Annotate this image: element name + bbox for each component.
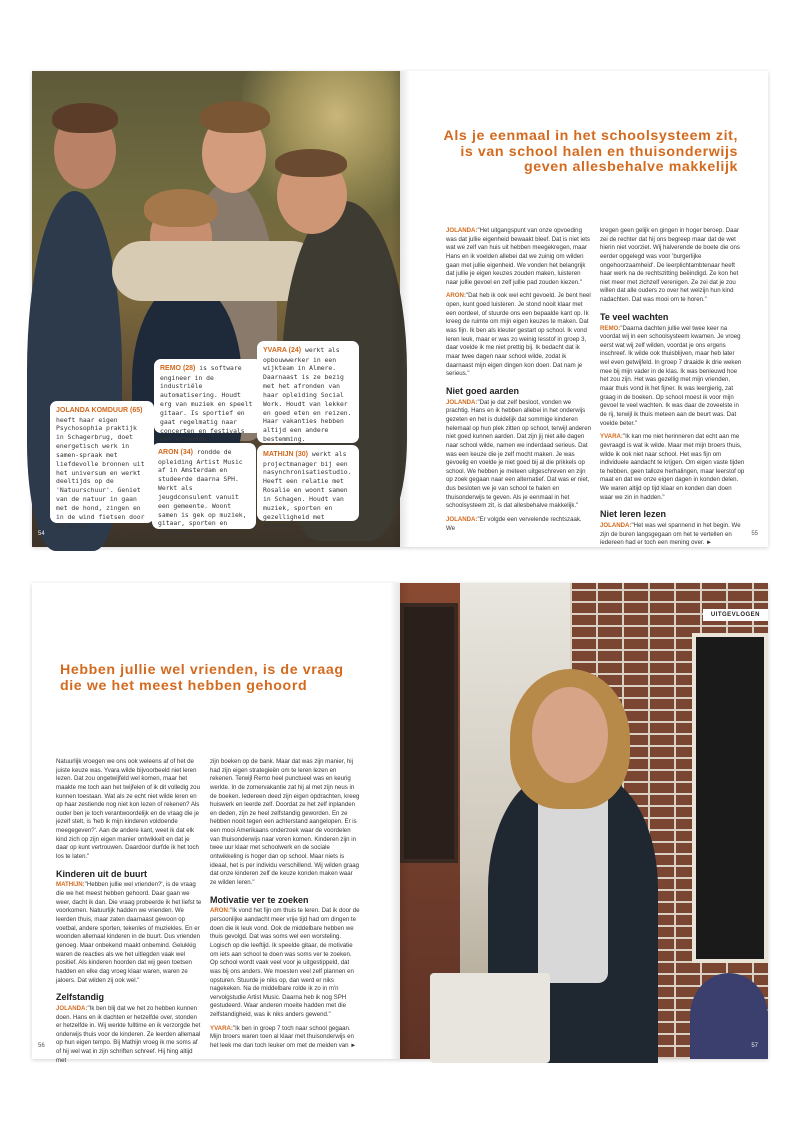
headline: Hebben jullie wel vrienden, is de vraag die we het meest hebben gehoord [60,662,344,694]
page-number: 55 [751,531,758,537]
column-2 [210,758,360,1056]
paragraph-text: "Dat je dat zelf besloot, vonden we prachtig. Hans en ik hebben allebei in het onderwijs gezeten en het is duidelijk dat sommige kinderen helemaal op hun plek zitten op school, terwijl anderen niet goed kunnen aarden. Dat zijn jij niet alle dagen naar school wilde, namen we inderdaad serieus. Dat was een keuze die je zelf mocht maken. Je was gevoelig en voelde je niet goed bij al die prikkels op school. We hebben je meteen uitgeschreven en zijn op zoek gegaan naar een alternatief. Dat was er niet, dus besloten we je van school te halen en thuisonderwijs te geven. Als je eenmaal in het schoolsysteem zit, is dat allesbehalve makkelijk." [446,398,591,510]
paragraph [600,325,745,429]
page-number: 54 [38,531,45,537]
paragraph-text: "Het uitgangspunt van onze opvoeding was dat jullie eigenheid bewaakt bleef. Dat is niet iets wat we zelf van huis uit hebben meegekregen, maar Hans en ik voelden allebei dat we zuinig om wilden gaan met jullie eigenheid. We vonden het belangrijk dat jullie je eigen keuzes zouden maken, luisteren naar jullie gevoel en zelf jullie pad zouden kiezen." [446,227,590,286]
spread-bottom [32,583,768,1064]
paragraph [210,758,360,888]
column-1 [446,227,591,538]
page-number: 56 [38,1043,45,1049]
paragraph [446,516,591,533]
paragraph-text: "Het was wel spannend in het begin. We zijn de buren langsgegaan om het te vertellen en iedereen had er toch een mening over. ► [600,522,741,547]
speaker-label: YVARA: [600,433,623,441]
speaker-label: JOLANDA: [446,398,478,406]
speaker-label: MATHIJN: [56,881,85,889]
paragraph-text: "Hebben jullie wel vrienden?', is de vraag die we het meest hebben gehoord. Daar gaan we weer, dacht ik dan. Die vraag probeerde ik het liefst te voorkomen. Natuurlijk hadden we vrienden. We leerden thuis, maar zaten daarnaast gewoon op voetbal, andere sporten, tekenles of muziekles. En er woonden allemaal kinderen in de buurt. Dus vrienden genoeg. Maar onbekend maakt onbemind. Gelukkig waren de reacties als we het uitlegden vaak wel positief. Als kinderen hoorden dat wij geen toetsen hadden en elke dag vroeg klaar waren, waren ze jaloers. Dat wilden zij ook wel." [56,881,202,984]
speaker-label: ARON: [446,292,466,300]
bio-aron [152,443,256,537]
spread-top [32,71,768,547]
page-number: 57 [751,1043,758,1049]
page-55 [400,71,768,547]
paragraph [210,1025,360,1051]
bio-name: MATHIJN (30) [263,451,308,458]
page-56 [32,583,400,1064]
paragraph [446,399,591,511]
subheading: Niet goed aarden [446,385,520,396]
speaker-label: JOLANDA: [446,227,478,234]
speaker-label: ARON: [210,907,230,915]
bio-text: rondde de opleiding Artist Music af in Amsterdam en studeerde daarna SPH. Werkt als jeugdconsulent vanuit een gemeente. Woont samen is gek op muziek, gitaar, sporten en festivals. [158,448,247,537]
bio-name: JOLANDA KOMDUUR (65) [56,407,143,414]
bio-name: ARON (34) [158,449,194,456]
paragraph-text: "Ik ben blij dat we het zo hebben kunnen doen. Hans en ik dachten er hetzelfde over, stonden er hetzelfde in. Wij werkte fulltime en ik verzorgde het onderwijs thuis voor de kinderen. Ze leerden allemaal op hun eigen tempo. Bij Mathijn vroeg ik me soms af of hij wel wat in zijn schriften schreef. Hij hing altijd met [56,1004,201,1064]
paragraph [600,227,745,305]
bio-mathijn [257,445,359,530]
paragraph-text: "Ik vond het fijn om thuis te leren. Dat ik door de persoonlijke aandacht meer vrije tijd had om dingen te doen die ik leuk vond. Ook de middelbare hebben we thuis gevolgd. Dat was soms wel een worsteling. Logisch op die leeftijd. Ik speelde gitaar, de motivatie om iets aan school te doen was soms ver te zoeken. Op school wordt vaak veel voor je uitgestippeld, dat was bij ons anders. We moesten veel zelf plannen en opsturen. Stuurde je niks op, dan werd er niks nagekeken. Na de middelbare rolde ik zo in m'n vervolgstudie Artist Music. Daarna heb ik nog SPH gestudeerd. Waar anderen moeite hadden met die zelfstandigheid, was ik niks anders gewend." [210,907,360,1019]
subheading: Zelfstandig [56,992,105,1003]
paragraph-text: "Dat heb ik ook wel echt gevoeld. Je bent heel open, kunt goed luisteren. Je stond nooit klaar met een oordeel, of stuurde ons een bepaalde kant op. Ik kreeg de ruimte om mijn eigen keuzes te maken. Dat was fijn. Ik ben als kleuter gestart op school. Ik vond leren leuk, maar er was zo weinig lesstof in groep 3, daar voelde ik me niet prettig bij. Ik bedacht dat ik maar twee dagen naar school wilde, zodat ik daarnaast mijn eigen dingen kon doen. Dat nam je serieus." [446,292,591,378]
column-2 [600,227,745,553]
bio-text: werkt als projectmanager bij een nasynchronisatiestudio. Heeft een relatie met Rosalie en woont samen in Schagen. Houdt van muziek, sporten en gezelligheid met vrienden... [263,450,352,530]
bio-jolanda [50,401,154,530]
speaker-label: REMO: [600,324,621,332]
paragraph [600,433,745,502]
bio-text: is software engineer in de industriële automatisering. Houdt erg van muziek en speelt gitaar. Is sportief en gaat regelmatig naar concerten en festivals met vrienden. [160,364,253,444]
paragraph-text: "Daarna dachten jullie wel twee keer na voordat wij in een schoolsysteem kwamen. Je vroeg eerst wat wij zelf wilden, voordat je ons ergens inschreef. Ik wilde ook thuisblijven, maar heb later wel even getwijfeld. In groep 7 draaide ik drie weken mee bij mijn vader in de klas. Ik was benieuwd hoe het zou zijn. Het was gezellig met mijn vrienden, maar thuis vond ik het fijner. Ik was leergierig, zat graag in de boeken. Op school moest ik voor mijn gevoel te veel wachten. Ik was daar de zoveelste in de rij, terwijl ik thuis meteen aan de beurt was. Dat voelde beter." [600,324,742,427]
section-tag: UITGEVLOGEN [703,609,768,621]
paragraph [446,227,591,287]
bio-text: werkt als opbouwwerker in een wijkteam in Almere. Daarnaast is ze bezig met het afronden van haar opleiding Social Work. Houdt van lekker en goed eten en reizen. Haar vakanties hebben altijd een andere bestemming. [263,346,352,444]
speaker-label: JOLANDA: [600,522,632,530]
speaker-label: YVARA: [210,1024,233,1032]
paragraph [446,292,591,378]
paragraph [56,758,202,862]
paragraph-text: Natuurlijk vroegen we ons ook weleens af of het de juiste keuze was. Yvara wilde bijvoorbeeld niet leren lezen. Dat zou ongetwijfeld wel komen, maar het maakte me toch aan het twijfelen of ik dit volledig zou kunnen toestaan. Wat als ze echt niet wilde leren en op haar zestiende nog niet kon lezen of rekenen? Als ouder ben je toch verantwoordelijk en de vraag die je jezelf stelt, is 'heb ik mijn kinderen voldoende meegegeven?'. Aan de andere kant, weet ik dat elk kind zich op zijn eigen manier ontwikkelt en dat je daar op kunt vertrouwen. Daardoor durfde ik het toch los te laten." [56,758,200,861]
portrait-photo [400,583,768,1059]
paragraph [56,881,202,985]
speaker-label: JOLANDA: [446,515,478,523]
paragraph-text: "Ik ben in groep 7 toch naar school gegaan. Mijn broers waren toen al klaar met thuisonderwijs en het leek me dan toch leuker om met de meiden van ► [210,1024,357,1049]
subheading: Te veel wachten [600,311,669,322]
bio-name: YVARA (24) [263,347,302,354]
bio-remo [154,359,262,444]
paragraph [56,1005,202,1065]
subheading: Niet leren lezen [600,509,667,520]
bio-yvara [257,341,359,443]
page-57 [400,583,768,1059]
paragraph-text: zijn boeken op de bank. Maar dat was zijn manier, hij had zijn eigen strategieën om te leren lezen en rekenen. Terwijl Remo heel punctueel was en keurig werkte. In de zomervakantie zat hij al met zijn neus in de boeken. Iedereen deed zijn eigen opdrachten, kreeg huiswerk en leerde zelf. Doordat ze het zelf inplanden en deden, zijn ze heel zelfstandig geworden. En ze hebben nooit tegen een achterstand aangelopen. Er is een mooi Amerikaans onderzoek waar de voordelen van thuisonderwijs naar voren komen. Kinderen zijn in twee uur klaar met schoolwerk en de sociale ontwikkeling is hoger dan op school. Maar niets is ideaal, het is per individu verschillend. Wij wilden graag dat onze kinderen zelf de keuze konden maken waar ze wilden leren." [210,758,360,886]
subheading: Motivatie ver te zoeken [210,894,309,905]
paragraph [600,522,745,548]
paragraph-text: "Ik kan me niet herinneren dat echt aan me gevraagd is wat ik wilde. Maar met mijn broers thuis, wilde ik ook niet naar school. Het was fijn om individuele aandacht te krijgen. Om eigen vaste tijden te hebben, geen talloze herhalingen, maar leerstof op maat en dat we onze eigen dagen in konden delen. We waren altijd op tijd klaar en konden dan doen waar we zin in hadden." [600,433,745,501]
paragraph-text: "Er volgde een vervelende rechtszaak. We [446,515,582,532]
paragraph [210,907,360,1019]
paragraph-text: kregen geen gelijk en gingen in hoger beroep. Daar zei de rechter dat hij ons begreep maar dat de wet hierin niet voorziet. Wij halverende de boete die ons eerder opgelegd was voor 'burgerlijke ongehoorzaamheid'. De leerplichtambtenaar heeft haar werk na de rechtszitting beëindigd. Ze kon het niet meer met zichzelf verenigen. Ze zei dat je zou willen dat alle ouders zo over het welzijn hun kind nadachten. Dat was mooi om te horen." [600,227,740,304]
bio-name: REMO (28) [160,365,196,372]
column-1 [56,758,202,1070]
headline: Als je eenmaal in het schoolsysteem zit, is van school halen en thuisonderwijs geven allesbehalve makkelijk [443,128,738,176]
speaker-label: JOLANDA: [56,1004,88,1012]
subheading: Kinderen uit de buurt [56,868,147,879]
page-54 [32,71,400,547]
bio-text: heeft haar eigen Psychosophia praktijk in Schagerbrug, doet energetisch werk in samen-spraak met liefdevolle bronnen uit het universum en werkt deeltijds op de 'Natuurschuur'. Geniet van de natuur in gaan met de hond, zingen en in de wind fietsen door de polder. [56,415,145,530]
